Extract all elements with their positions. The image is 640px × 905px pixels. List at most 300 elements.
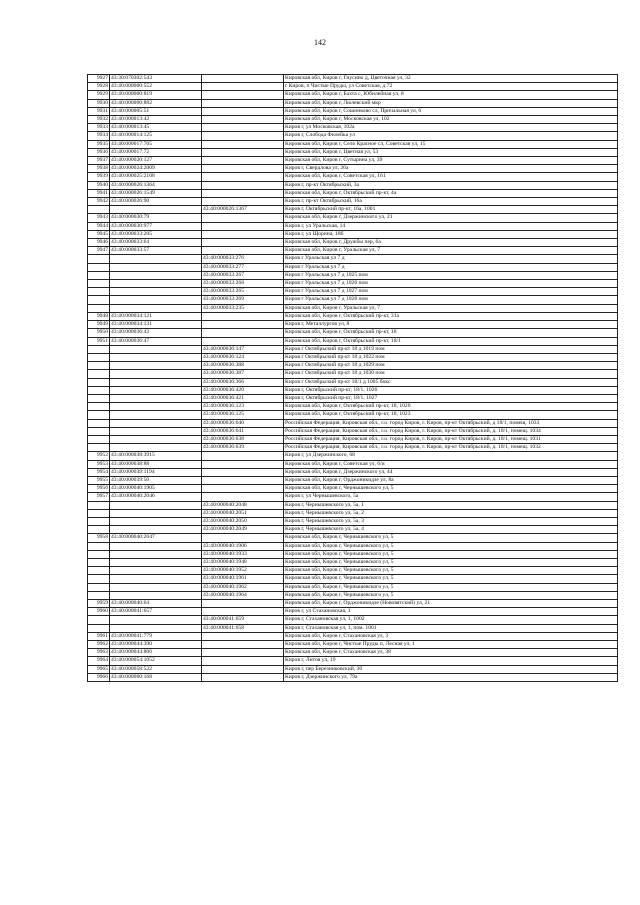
- sub-cadastral-number: [202, 230, 284, 238]
- cadastral-number: 43:40:000017:705: [110, 140, 202, 148]
- row-number: [88, 550, 110, 558]
- cadastral-number: [110, 567, 202, 575]
- table-row: [88, 124, 618, 132]
- row-number: 9953: [88, 460, 110, 468]
- cadastral-number: 43:40:000020:127: [110, 157, 202, 165]
- cadastral-number: [110, 558, 202, 566]
- object-address: Кировская обл, Киров г, Чернышевского ул, 5: [284, 583, 618, 591]
- object-address: Киров г Октябрьский пр-кт 18/1 д 1005 бокс: [284, 378, 618, 386]
- sub-cadastral-number: [202, 312, 284, 320]
- sub-cadastral-number: [202, 632, 284, 640]
- object-address: Кировская обл, Киров г, Уральская ул, 7: [284, 247, 618, 255]
- sub-cadastral-number: [202, 641, 284, 649]
- row-number: 9933: [88, 124, 110, 132]
- cadastral-number: 43:40:000013:45: [110, 124, 202, 132]
- cadastral-number: 43:40:000038:88: [110, 460, 202, 468]
- object-address: Киров г, Чернышевского ул, 5а, 3: [284, 517, 618, 525]
- cadastral-number: 43:40:000044:806: [110, 649, 202, 657]
- table-row: [88, 600, 618, 608]
- sub-cadastral-number: [202, 493, 284, 501]
- object-address: Киров г, ул Уральская, 14: [284, 222, 618, 230]
- cadastral-number: 43:40:000024:2009: [110, 165, 202, 173]
- object-address: Кировская обл, Киров г, Чистые Пруды п, Лесная ул, 1: [284, 641, 618, 649]
- table-row: [88, 591, 618, 599]
- table-row: [88, 230, 618, 238]
- row-number: [88, 526, 110, 534]
- row-number: 9931: [88, 107, 110, 115]
- sub-cadastral-number: 43:40:000040:1961: [202, 575, 284, 583]
- object-address: Киров г, ул Чернышевского, 5а: [284, 493, 618, 501]
- row-number: 9947: [88, 247, 110, 255]
- row-number: 9962: [88, 641, 110, 649]
- row-number: 9943: [88, 214, 110, 222]
- sub-cadastral-number: [202, 132, 284, 140]
- cadastral-number: [110, 550, 202, 558]
- sub-cadastral-number: [202, 649, 284, 657]
- cadastral-number: 43:40:000000:882: [110, 99, 202, 107]
- table-row: [88, 99, 618, 107]
- object-address: Кировская обл, Киров г, Бахта с, Юбилейная ул, 8: [284, 91, 618, 99]
- table-row: [88, 575, 618, 583]
- row-number: [88, 403, 110, 411]
- table-row: [88, 419, 618, 427]
- sub-cadastral-number: [202, 608, 284, 616]
- row-number: 9951: [88, 337, 110, 345]
- sub-cadastral-number: 43:40:000036:123: [202, 403, 284, 411]
- cadastral-number: [110, 280, 202, 288]
- sub-cadastral-number: [202, 214, 284, 222]
- sub-cadastral-number: [202, 165, 284, 173]
- table-row: [88, 337, 618, 345]
- row-number: 9963: [88, 649, 110, 657]
- cadastral-number: [110, 542, 202, 550]
- row-number: [88, 345, 110, 353]
- sub-cadastral-number: 43:40:000033:276: [202, 255, 284, 263]
- cadastral-number: 43:40:000040:2046: [110, 493, 202, 501]
- cadastral-number: [110, 435, 202, 443]
- sub-cadastral-number: 43:40:000040:1952: [202, 567, 284, 575]
- table-row: [88, 452, 618, 460]
- sub-cadastral-number: [202, 247, 284, 255]
- row-number: [88, 542, 110, 550]
- table-row: [88, 624, 618, 632]
- row-number: [88, 394, 110, 402]
- table-row: [88, 239, 618, 247]
- sub-cadastral-number: 43:40:000036:638: [202, 435, 284, 443]
- table-row: [88, 616, 618, 624]
- object-address: Кировская обл, Киров г, Чернышевского ул, 5: [284, 558, 618, 566]
- row-number: 9936: [88, 148, 110, 156]
- object-address: Кировская обл, Киров г, Дружбы пер, 6а: [284, 239, 618, 247]
- table-row: [88, 198, 618, 206]
- cadastral-number: 43:40:000060:168: [110, 673, 202, 681]
- sub-cadastral-number: [202, 600, 284, 608]
- sub-cadastral-number: 43:40:000036:640: [202, 419, 284, 427]
- row-number: [88, 288, 110, 296]
- table-row: [88, 140, 618, 148]
- row-number: [88, 501, 110, 509]
- object-address: Кировская обл, Киров г, Стахановская ул, 3: [284, 632, 618, 640]
- object-address: Кировская обл, Киров г, Чернышевского ул, 5: [284, 591, 618, 599]
- cadastral-number: [110, 509, 202, 517]
- row-number: 9950: [88, 329, 110, 337]
- cadastral-number: [110, 526, 202, 534]
- sub-cadastral-number: [202, 83, 284, 91]
- table-row: [88, 75, 618, 83]
- row-number: [88, 567, 110, 575]
- sub-cadastral-number: [202, 468, 284, 476]
- table-row: [88, 641, 618, 649]
- cadastral-number: 43:40:000033:57: [110, 247, 202, 255]
- sub-cadastral-number: [202, 476, 284, 484]
- row-number: 9965: [88, 665, 110, 673]
- cadastral-number: 43:40:000041:657: [110, 608, 202, 616]
- table-row: [88, 312, 618, 320]
- table-row: [88, 206, 618, 214]
- row-number: 9942: [88, 198, 110, 206]
- row-number: [88, 255, 110, 263]
- table-row: [88, 649, 618, 657]
- table-row: [88, 214, 618, 222]
- row-number: [88, 206, 110, 214]
- cadastral-number: [110, 206, 202, 214]
- cadastral-number: 43:40:000039:50: [110, 476, 202, 484]
- object-address: Кировская обл, Киров г, Чернышевского ул, 5: [284, 542, 618, 550]
- sub-cadastral-number: 43:40:000036:420: [202, 386, 284, 394]
- object-address: Киров г, ул Московская, 102а: [284, 124, 618, 132]
- row-number: 9944: [88, 222, 110, 230]
- sub-cadastral-number: [202, 148, 284, 156]
- object-address: Киров г, Чернышевского ул, 5а, 4: [284, 526, 618, 534]
- cadastral-number: [110, 411, 202, 419]
- cadastral-number: 43:40:000026:90: [110, 198, 202, 206]
- sub-cadastral-number: [202, 329, 284, 337]
- table-row: [88, 427, 618, 435]
- object-address: Российская Федерация, Кировская обл., г.о. город Киров, г. Киров, пр-кт Октябрьский, д. 18/1, помещ. 1031: [284, 435, 618, 443]
- cadastral-number: 43:40:000025:2108: [110, 173, 202, 181]
- object-address: Российская Федерация, Кировская обл., г.о. город Киров, г. Киров, пр-кт Октябрьский, д. 18/1, помещ. 1032: [284, 444, 618, 452]
- table-row: [88, 222, 618, 230]
- object-address: Кировская обл, Киров г, Чернышевского ул, 5: [284, 534, 618, 542]
- cadastral-number: [110, 517, 202, 525]
- cadastral-number: 43:40:000013:42: [110, 116, 202, 124]
- cadastral-number: [110, 255, 202, 263]
- sub-cadastral-number: [202, 460, 284, 468]
- table-row: [88, 189, 618, 197]
- sub-cadastral-number: 43:40:000036:421: [202, 394, 284, 402]
- table-row: [88, 558, 618, 566]
- object-address: Киров г Уральская ул 7 д: [284, 255, 618, 263]
- sub-cadastral-number: [202, 534, 284, 542]
- object-address: Киров г, Чернышевского ул, 5а, 2: [284, 509, 618, 517]
- table-row: [88, 550, 618, 558]
- object-address: Кировская обл, Киров г, Чернышевского ул, 5: [284, 485, 618, 493]
- sub-cadastral-number: [202, 321, 284, 329]
- object-address: Киров г, пр-кт Октябрьский, 3а: [284, 181, 618, 189]
- cadastral-number: 43:40:000058:522: [110, 665, 202, 673]
- row-number: 9938: [88, 165, 110, 173]
- table-row: [88, 542, 618, 550]
- object-address: Киров г, Металлургов ул, 8: [284, 321, 618, 329]
- sub-cadastral-number: [202, 91, 284, 99]
- cadastral-number: [110, 575, 202, 583]
- table-row: [88, 435, 618, 443]
- table-row: [88, 353, 618, 361]
- cadastral-number: [110, 501, 202, 509]
- cadastral-number: 43:40:000034:121: [110, 312, 202, 320]
- table-row: [88, 444, 618, 452]
- table-row: [88, 493, 618, 501]
- sub-cadastral-number: [202, 485, 284, 493]
- sub-cadastral-number: 43:40:000040:2049: [202, 526, 284, 534]
- table-row: [88, 509, 618, 517]
- cadastral-number: 43:40:000017:72: [110, 148, 202, 156]
- cadastral-number: [110, 624, 202, 632]
- sub-cadastral-number: [202, 337, 284, 345]
- row-number: 9932: [88, 116, 110, 124]
- object-address: Киров г, пр-кт Октябрьский, 16а: [284, 198, 618, 206]
- cadastral-number: 43:40:000030:79: [110, 214, 202, 222]
- table-row: [88, 329, 618, 337]
- row-number: 9966: [88, 673, 110, 681]
- register-body: [88, 75, 618, 682]
- object-address: Кировская обл, Киров г, Цветная ул, 53: [284, 148, 618, 156]
- object-address: Кировская обл, Киров г, Сошниково сл, Причальная ул, 6: [284, 107, 618, 115]
- cadastral-number: [110, 362, 202, 370]
- cadastral-number: [110, 427, 202, 435]
- table-row: [88, 657, 618, 665]
- row-number: [88, 378, 110, 386]
- table-row: [88, 394, 618, 402]
- row-number: 9958: [88, 534, 110, 542]
- cadastral-number: 43:40:000036:47: [110, 337, 202, 345]
- sub-cadastral-number: 43:40:000041:658: [202, 624, 284, 632]
- object-address: Кировская обл, Киров г, Октябрьский пр-кт, 18: [284, 329, 618, 337]
- row-number: 9949: [88, 321, 110, 329]
- table-row: [88, 468, 618, 476]
- cadastral-number: 43:40:000044:390: [110, 641, 202, 649]
- table-row: [88, 362, 618, 370]
- table-row: [88, 403, 618, 411]
- cadastral-number: [110, 271, 202, 279]
- row-number: 9941: [88, 189, 110, 197]
- row-number: [88, 271, 110, 279]
- row-number: 9964: [88, 657, 110, 665]
- sub-cadastral-number: [202, 181, 284, 189]
- cadastral-number: [110, 263, 202, 271]
- object-address: Кировская обл, Киров г, Октябрьский пр-кт, 18, 1020: [284, 403, 618, 411]
- sub-cadastral-number: 43:40:000033:267: [202, 271, 284, 279]
- object-address: Кировская обл, Киров г, Октябрьский пр-кт, 31а: [284, 312, 618, 320]
- table-row: [88, 370, 618, 378]
- cadastral-number: 43:40:000039:1194: [110, 468, 202, 476]
- object-address: Кировская обл, Киров г, Октябрьский пр-кт, 4а: [284, 189, 618, 197]
- sub-cadastral-number: 43:40:000040:2050: [202, 517, 284, 525]
- sub-cadastral-number: [202, 222, 284, 230]
- object-address: Киров г, Стахановская ул, 1, пом. 1001: [284, 624, 618, 632]
- cadastral-number: 43:40:000014:125: [110, 132, 202, 140]
- object-address: Киров г, Литов ул, 19: [284, 657, 618, 665]
- row-number: 9940: [88, 181, 110, 189]
- sub-cadastral-number: [202, 189, 284, 197]
- table-row: [88, 181, 618, 189]
- table-row: [88, 608, 618, 616]
- row-number: 9937: [88, 157, 110, 165]
- table-row: [88, 460, 618, 468]
- sub-cadastral-number: 43:40:000040:1948: [202, 558, 284, 566]
- object-address: Кировская обл, Киров г, Село Красное сл, Советская ул, 15: [284, 140, 618, 148]
- object-address: г Киров, п Чистые Пруды, ул Советская, д 72: [284, 83, 618, 91]
- cadastral-number: 43:40:000033:64: [110, 239, 202, 247]
- object-address: Кировская обл, Киров г, Московская ул, 102: [284, 116, 618, 124]
- object-address: Киров г, пер Березниковский, 30: [284, 665, 618, 673]
- object-address: Кировская обл, Киров г, Октябрьский пр-кт, 18/1: [284, 337, 618, 345]
- row-number: [88, 427, 110, 435]
- row-number: 9939: [88, 173, 110, 181]
- row-number: 9948: [88, 312, 110, 320]
- object-address: Кировская обл, Киров г, Люлевский мкр: [284, 99, 618, 107]
- sub-cadastral-number: 43:40:000040:1964: [202, 591, 284, 599]
- sub-cadastral-number: 43:40:000026:1367: [202, 206, 284, 214]
- object-address: Киров г Уральская ул 7 д 1025 пом: [284, 271, 618, 279]
- table-row: [88, 288, 618, 296]
- sub-cadastral-number: 43:40:000036:147: [202, 345, 284, 353]
- cadastral-number: 43:40:000026:1549: [110, 189, 202, 197]
- table-row: [88, 304, 618, 312]
- object-address: Киров г, Октябрьский пр-кт, 18/1, 1026: [284, 386, 618, 394]
- object-address: Киров г, ул Стахановская, 1: [284, 608, 618, 616]
- table-row: [88, 411, 618, 419]
- row-number: 9961: [88, 632, 110, 640]
- cadastral-number: [110, 394, 202, 402]
- row-number: [88, 583, 110, 591]
- row-number: 9956: [88, 485, 110, 493]
- object-address: Киров г Уральская ул 7 д 1028 пом: [284, 296, 618, 304]
- table-row: [88, 673, 618, 681]
- cadastral-number: 43:40:000054:1052: [110, 657, 202, 665]
- table-row: [88, 345, 618, 353]
- object-address: Киров г Уральская ул 7 д: [284, 263, 618, 271]
- cadastral-number: [110, 353, 202, 361]
- table-row: [88, 517, 618, 525]
- sub-cadastral-number: [202, 116, 284, 124]
- cadastral-number: [110, 386, 202, 394]
- table-row: [88, 583, 618, 591]
- row-number: 9960: [88, 608, 110, 616]
- sub-cadastral-number: 43:40:000036:641: [202, 427, 284, 435]
- sub-cadastral-number: [202, 173, 284, 181]
- cadastral-number: 43:40:000036:43: [110, 329, 202, 337]
- object-address: Кировская обл, Киров г, Чернышевского ул, 5: [284, 550, 618, 558]
- sub-cadastral-number: 43:40:000036:387: [202, 370, 284, 378]
- table-row: [88, 665, 618, 673]
- sub-cadastral-number: [202, 124, 284, 132]
- cadastral-number: [110, 616, 202, 624]
- row-number: [88, 304, 110, 312]
- cadastral-number: [110, 304, 202, 312]
- sub-cadastral-number: 43:40:000040:2051: [202, 509, 284, 517]
- table-row: [88, 567, 618, 575]
- table-row: [88, 173, 618, 181]
- row-number: [88, 280, 110, 288]
- cadastral-number: 43:40:000040:2047: [110, 534, 202, 542]
- cadastral-number: [110, 370, 202, 378]
- table-row: [88, 296, 618, 304]
- table-row: [88, 378, 618, 386]
- row-number: [88, 575, 110, 583]
- object-address: Кировская обл, Киров г, Гнусино д, Цветочная ул, 32: [284, 75, 618, 83]
- table-row: [88, 280, 618, 288]
- object-address: Кировская обл, Киров г, Чернышевского ул, 5: [284, 575, 618, 583]
- cadastral-number: 43:40:000026:1364: [110, 181, 202, 189]
- object-address: Кировская обл, Киров г, Стахановская ул, 38: [284, 649, 618, 657]
- sub-cadastral-number: [202, 665, 284, 673]
- row-number: [88, 624, 110, 632]
- row-number: [88, 386, 110, 394]
- table-row: [88, 91, 618, 99]
- cadastral-number: 43:40:000000:819: [110, 91, 202, 99]
- cadastral-number: [110, 444, 202, 452]
- object-address: Кировская обл, Киров г, Советская ул, 6/и: [284, 460, 618, 468]
- sub-cadastral-number: [202, 452, 284, 460]
- object-address: Кировская обл, Киров г, Орджоникидзе (Нововятский) ул, 21: [284, 600, 618, 608]
- cadastral-number: 43:40:000005:51: [110, 107, 202, 115]
- table-row: [88, 116, 618, 124]
- row-number: [88, 616, 110, 624]
- cadastral-number: 43:40:000040:64: [110, 600, 202, 608]
- sub-cadastral-number: [202, 140, 284, 148]
- row-number: [88, 419, 110, 427]
- row-number: 9945: [88, 230, 110, 238]
- sub-cadastral-number: [202, 673, 284, 681]
- row-number: [88, 517, 110, 525]
- row-number: 9952: [88, 452, 110, 460]
- row-number: [88, 558, 110, 566]
- cadastral-number: 43:40:000034:131: [110, 321, 202, 329]
- row-number: 9954: [88, 468, 110, 476]
- cadastral-number: 43:30:070302:543: [110, 75, 202, 83]
- row-number: [88, 353, 110, 361]
- object-address: Кировская обл, Киров г, Орджоникидзе ул, 8а: [284, 476, 618, 484]
- sub-cadastral-number: 43:40:000040:1906: [202, 542, 284, 550]
- object-address: Российская Федерация, Кировская обл., г.о. город Киров, г. Киров, пр-кт Октябрьский, д 18/1, помещ. 1033: [284, 419, 618, 427]
- sub-cadastral-number: [202, 657, 284, 665]
- object-address: Кировская обл, Киров г, Октябрьский пр-кт, 18, 1023: [284, 411, 618, 419]
- row-number: [88, 411, 110, 419]
- table-row: [88, 255, 618, 263]
- sub-cadastral-number: 43:40:000036:125: [202, 411, 284, 419]
- row-number: 9946: [88, 239, 110, 247]
- cadastral-number: [110, 583, 202, 591]
- object-address: Кировская обл, Киров г, Сутырина ул, 39: [284, 157, 618, 165]
- table-row: [88, 83, 618, 91]
- cadastral-number: 43:40:000040:1905: [110, 485, 202, 493]
- row-number: [88, 444, 110, 452]
- cadastral-number: [110, 288, 202, 296]
- object-address: Киров г Октябрьский пр-кт 18 д 1030 пом: [284, 370, 618, 378]
- object-address: Киров г, Дзержинского ул, 79а: [284, 673, 618, 681]
- cadastral-number: [110, 419, 202, 427]
- cadastral-number: [110, 403, 202, 411]
- sub-cadastral-number: 43:40:000033:268: [202, 280, 284, 288]
- row-number: 9927: [88, 75, 110, 83]
- row-number: 9934: [88, 132, 110, 140]
- object-address: Кировская обл, Киров г, Чернышевского ул, 5: [284, 567, 618, 575]
- sub-cadastral-number: 43:40:000040:1933: [202, 550, 284, 558]
- row-number: 9930: [88, 99, 110, 107]
- row-number: [88, 591, 110, 599]
- row-number: [88, 263, 110, 271]
